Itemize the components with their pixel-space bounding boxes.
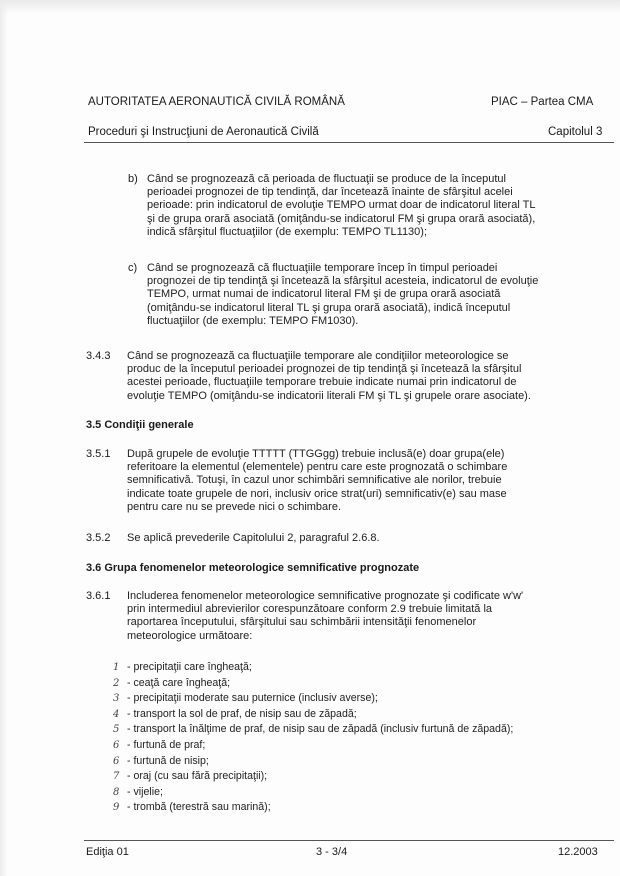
text-line: raportarea începutului, sfârşitului sau schimbării intensităţii fenomenelor [127,616,477,629]
text-line: fluctuaţiilor (de exemplu: TEMPO FM1030). [147,314,359,327]
list-item: 4 - transport la sol de praf, de nisip sau de zăpadă; [113,707,513,723]
text-line: perioade: prin indicatorul de evoluţie TEMPO urmat doar de indicatorul literal TL [147,199,536,212]
text-line: Includerea fenomenelor meteorologice semnificative prognozate şi codificate w'w' [127,590,524,602]
handwritten-mark: 2 [113,677,120,689]
list-item: 8 - vijelie; [113,785,513,801]
text-line: prognozei de tip tendinţă şi încetează la sfârşitul acesteia, indicatorul de evoluţie [147,275,539,288]
phenomena-list [113,660,513,816]
section-3-5-1-paragraph [127,448,615,514]
item-b-paragraph [147,173,615,239]
text-line: meteorologice următoare: [127,629,253,642]
handwritten-mark: 4 [113,708,120,720]
text-line: produc de la începutul perioadei prognozei de tip tendinţă şi încetează la sfârşitul [127,363,522,376]
handwritten-mark: 6 [113,739,120,751]
text-line: Când se prognozează că fluctuaţiile temporare încep în timpul perioadei [147,262,498,274]
handwritten-mark: 5 [113,724,120,736]
section-3-6-1-number: 3.6.1 [86,590,111,602]
scan-shadow-top [0,0,620,14]
scan-shadow-left [0,0,8,876]
section-3-5-2-text: Se aplică prevederile Capitolului 2, paragraful 2.6.8. [127,532,380,544]
header-divider [84,142,614,143]
section-3-5-heading: 3.5 Condiţii generale [86,419,194,431]
item-c-paragraph [147,262,615,328]
list-item: 3 - precipitaţii moderate sau puternice (inclusiv averse); [113,691,513,707]
handwritten-mark: 1 [113,662,120,673]
footer-divider [84,840,614,841]
text-line: semnificativă. Totuşi, în cazul unor schimbări semnificative ale norilor, trebuie [127,474,502,487]
item-c-label: c) [128,262,138,274]
handwritten-mark: 9 [113,802,120,814]
text-line: După grupele de evoluţie TTTTT (TTGGgg) trebuie inclusă(e) doar grupa(ele) [127,448,505,460]
header-publication: PIAC – Partea CMA [491,96,594,108]
text-line: prin intermediul abrevierilor corespunzătoare conform 2.9 trebuie limitată la [127,603,493,616]
text-line: Când se prognozează ca fluctuaţiile temporare ale condiţiilor meteorologice se [127,350,509,362]
section-3-4-3-number: 3.4.3 [86,350,111,362]
handwritten-mark: 6 [113,755,120,767]
list-item: 7 - oraj (cu sau fără precipitaţii); [113,769,513,785]
item-b-label: b) [128,173,138,185]
header-chapter: Capitolul 3 [548,126,603,138]
list-item: 6 - furtună de praf; [113,738,513,754]
section-3-5-1-number: 3.5.1 [86,448,111,460]
list-item: 6 - furtună de nisip; [113,754,513,770]
text-line: acestei perioade, fluctuaţiile temporare trebuie indicate numai prin indicatorul de [127,376,517,389]
footer-date: 12.2003 [558,846,598,858]
list-item: 9 - trombă (terestră sau marină); [113,800,513,816]
section-3-6-heading: 3.6 Grupa fenomenelor meteorologice semnificative prognozate [86,562,420,574]
text-line: indică sfârşitul fluctuaţiilor (de exemplu: TEMPO TL1130); [147,225,428,238]
header-organization: AUTORITATEA AERONAUTICĂ CIVILĂ ROMÂNĂ [88,96,345,108]
section-3-4-3-paragraph [127,350,615,403]
handwritten-mark: 7 [113,771,120,783]
section-3-5-2-number: 3.5.2 [86,532,111,544]
section-3-6-1-paragraph [127,590,615,643]
text-line: pentru care nu se prevede nici o schimbare. [127,500,342,513]
handwritten-mark: 8 [113,786,120,798]
list-item: 1 - precipitaţii care îngheaţă; [113,660,513,676]
footer-edition: Ediţia 01 [86,846,129,858]
list-item: 2 - ceaţă care îngheaţă; [113,676,513,692]
text-line: Când se prognozează că perioada de fluctuaţii se produce de la începutul [147,173,506,185]
text-line: TEMPO, urmat numai de indicatorul literal FM şi de grupa orară asociată [147,288,501,301]
list-item: 5 - transport la înălţime de praf, de nisip sau de zăpadă (inclusiv furtună de zăpadă); [113,722,513,738]
text-line: referitoare la elementul (elementele) pentru care este prognozată o schimbare [127,461,508,474]
header-document-title: Proceduri şi Instrucţiuni de Aeronautică Civilă [88,126,319,138]
text-line: indicate toate grupele de nori, inclusiv orice strat(uri) semnificativ(e) sau mase [127,487,507,500]
text-line: şi de grupa orară asociată (omiţându-se indicatorul FM şi grupa orară asociată), [147,212,536,225]
handwritten-mark: 3 [113,693,120,705]
text-line: perioadei prognozei de tip tendinţă, dar încetează înainte de sfârşitul acelei [147,186,513,199]
text-line: evoluţie TEMPO (omiţându-se indicatorii literali FM şi TL şi grupele orare asociate). [127,389,531,402]
text-line: (omiţându-se indicatorul literal TL şi grupa orară asociată), indică începutul [147,301,511,314]
footer-page-number: 3 - 3/4 [316,846,348,858]
